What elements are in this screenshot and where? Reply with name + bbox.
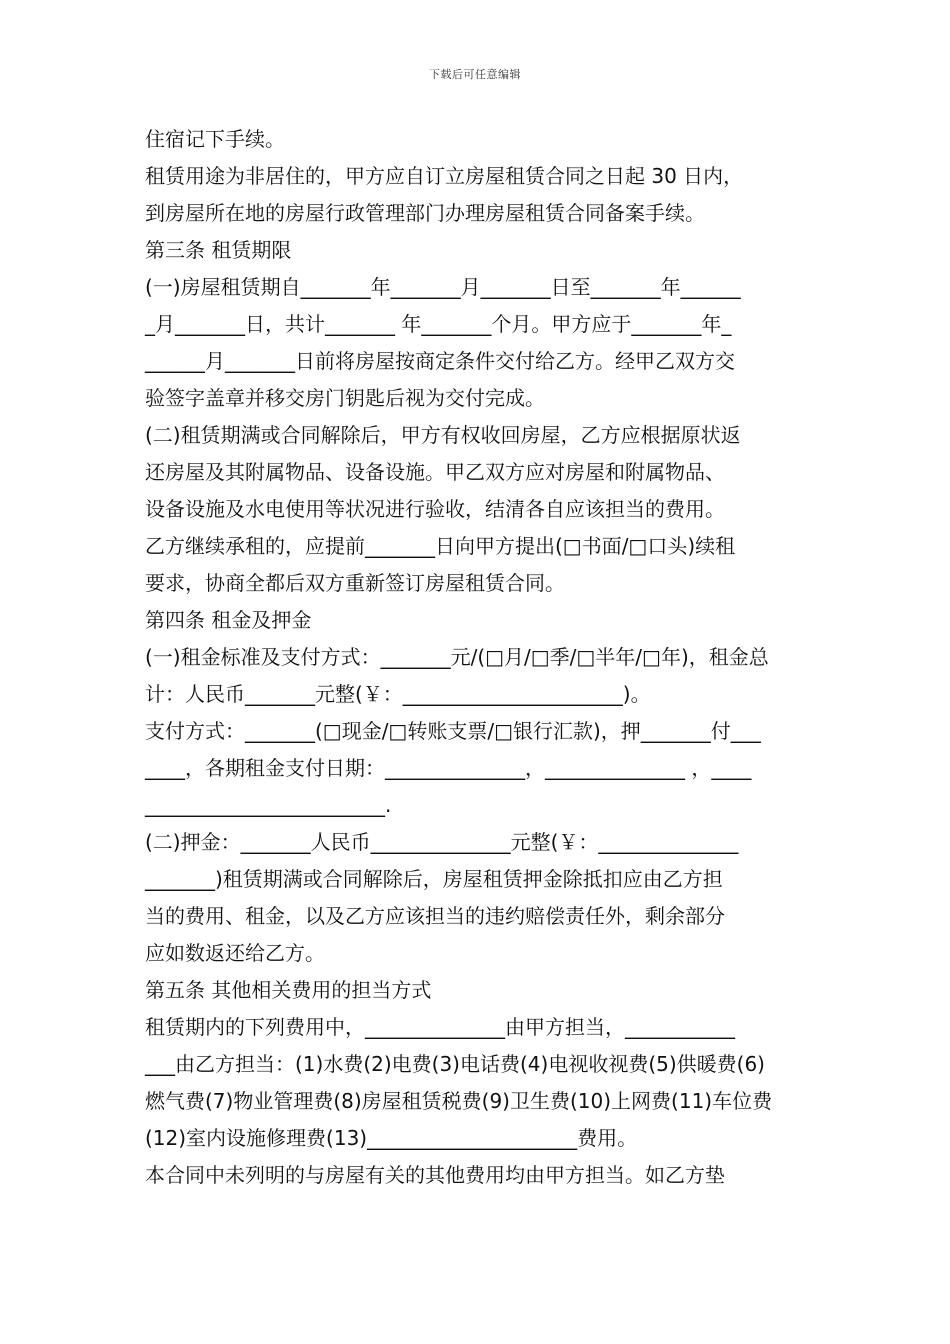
text-line: 还房屋及其附属物品、设备设施。甲乙双方应对房屋和附属物品、	[145, 460, 725, 484]
text-line: ___由乙方担当：(1)水费(2)电费(3)电话费(4)电视收视费(5)供暖费(6)	[145, 1052, 765, 1076]
text-line: 住宿记下手续。	[145, 127, 285, 151]
text-line: 验签字盖章并移交房门钥匙后视为交付完成。	[145, 386, 545, 410]
text-line: _______)租赁期满或合同解除后，房屋租赁押金除抵扣应由乙方担	[145, 867, 723, 891]
text-line: (一)房屋租赁期自_______年_______月_______日至_______年______	[145, 275, 741, 299]
text-line: 乙方继续承租的，应提前_______日向甲方提出(□书面/□口头)续租	[145, 534, 736, 558]
text-line: (二)租赁期满或合同解除后，甲方有权收回房屋，乙方应根据原状返	[145, 423, 741, 447]
text-line: 租赁用途为非居住的，甲方应自订立房屋租赁合同之日起 30 日内，	[145, 164, 744, 188]
section-heading: 第五条 其他相关费用的担当方式	[145, 978, 432, 1002]
text-line: 计：人民币_______元整(￥：______________________)。	[145, 682, 651, 706]
section-heading: 第三条 租赁期限	[145, 238, 292, 262]
text-line: 租赁期内的下列费用中，______________由甲方担当，___________	[145, 1015, 735, 1039]
text-line: 当的费用、租金，以及乙方应该担当的违约赔偿责任外，剩余部分	[145, 904, 725, 928]
text-line: 到房屋所在地的房屋行政管理部门办理房屋租赁合同备案手续。	[145, 201, 705, 225]
text-line: (12)室内设施修理费(13)_____________________费用。	[145, 1126, 638, 1150]
text-line: (二)押金：_______人民币______________元整(￥：______________	[145, 830, 739, 854]
text-line: 燃气费(7)物业管理费(8)房屋租赁税费(9)卫生费(10)上网费(11)车位费	[145, 1089, 773, 1113]
text-line: 要求，协商全都后双方重新签订房屋租赁合同。	[145, 571, 565, 595]
text-line: ________________________.	[145, 793, 392, 817]
text-line: 本合同中未列明的与房屋有关的其他费用均由甲方担当。如乙方垫	[145, 1163, 725, 1187]
text-line: _月_______日，共计_______ 年_______个月。甲方应于_______年_	[145, 312, 732, 336]
page-header: 下载后可任意编辑	[429, 68, 521, 81]
document-body	[145, 121, 810, 1194]
text-line: ____，各期租金支付日期：______________，______________ ，____	[145, 756, 752, 780]
text-line: 应如数返还给乙方。	[145, 941, 325, 965]
text-line: 支付方式：_______(□现金/□转账支票/□银行汇款)，押_______付___	[145, 719, 761, 743]
text-line: 设备设施及水电使用等状况进行验收，结清各自应该担当的费用。	[145, 497, 725, 521]
text-line: (一)租金标准及支付方式：_______元/(□月/□季/□半年/□年)，租金总	[145, 645, 769, 669]
section-heading: 第四条 租金及押金	[145, 608, 312, 632]
text-line: ______月_______日前将房屋按商定条件交付给乙方。经甲乙双方交	[145, 349, 735, 373]
